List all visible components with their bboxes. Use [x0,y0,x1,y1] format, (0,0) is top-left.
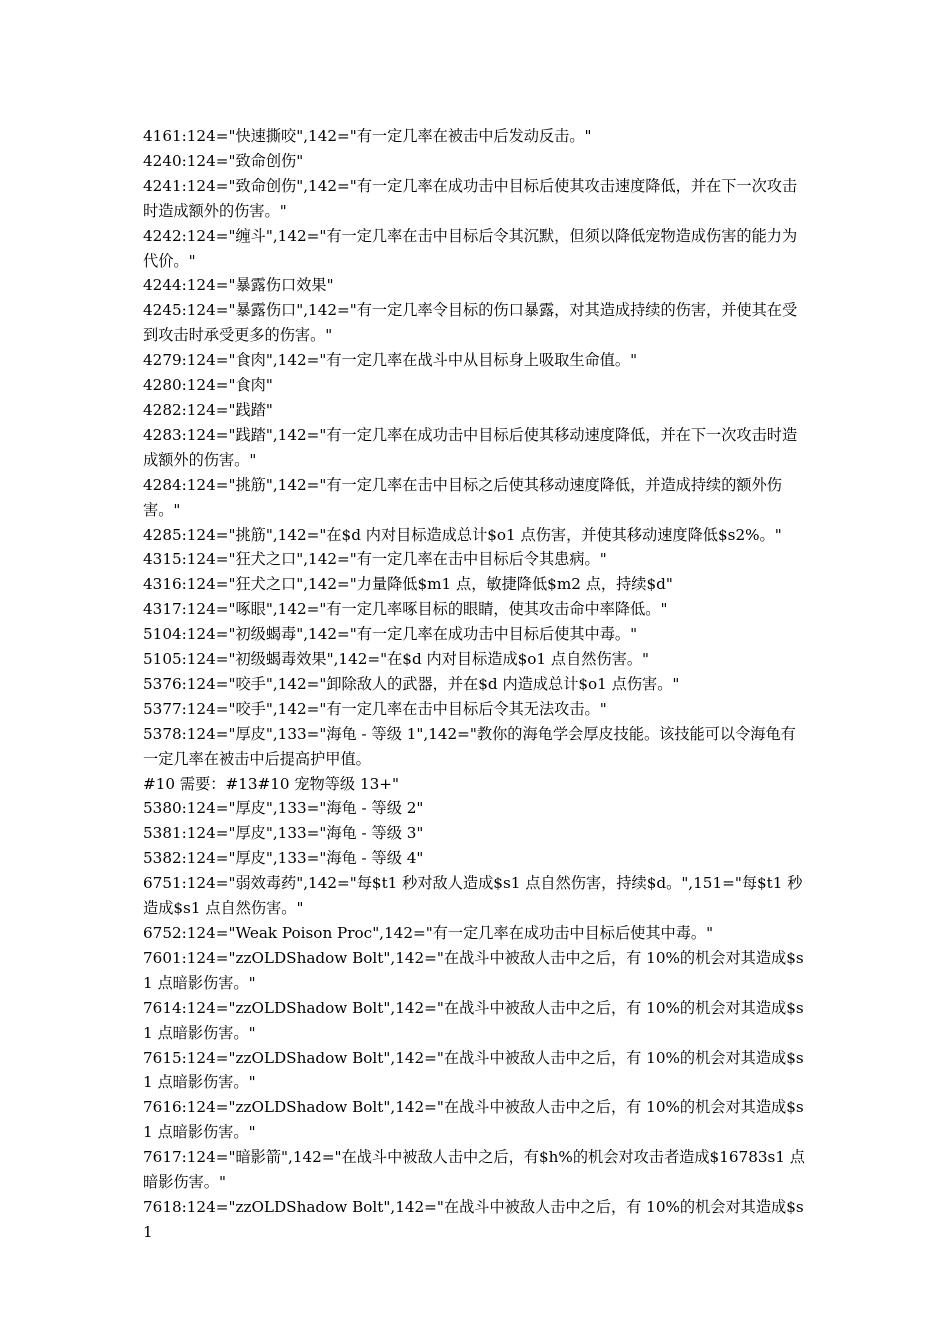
text-line: 4316:124="狂犬之口",142="力量降低$m1 点，敏捷降低$m2 点，持续$d" [143,575,673,594]
text-line: 5380:124="厚皮",133="海龟 - 等级 2" [143,799,424,818]
text-line: 5381:124="厚皮",133="海龟 - 等级 3" [143,824,424,843]
text-line: 4282:124="践踏" [143,400,273,419]
text-line: 4280:124="食肉" [143,376,273,395]
text-line: 5382:124="厚皮",133="海龟 - 等级 4" [143,849,424,868]
text-line: 7616:124="zzOLDShadow Bolt",142="在战斗中被敌人击中之后，有 10%的机会对其造成$s1 点暗影伤害。" [143,1098,804,1142]
text-line: 4242:124="缠斗",142="有一定几率在击中目标后令其沉默，但须以降低宠物造成伤害的能力为代价。" [143,226,798,270]
text-line: 5105:124="初级蝎毒效果",142="在$d 内对目标造成$o1 点自然伤害。" [143,650,650,669]
text-line: 5377:124="咬手",142="有一定几率在击中目标后令其无法攻击。" [143,699,607,718]
text-line: 4245:124="暴露伤口",142="有一定几率令目标的伤口暴露，对其造成持续的伤害，并使其在受到攻击时承受更多的伤害。" [143,301,798,345]
text-line: 7618:124="zzOLDShadow Bolt",142="在战斗中被敌人击中之后，有 10%的机会对其造成$s1 [143,1197,804,1241]
text-line: 4240:124="致命创伤" [143,151,304,170]
text-line: 4283:124="践踏",142="有一定几率在成功击中目标后使其移动速度降低，并在下一次攻击时造成额外的伤害。" [143,425,798,469]
text-line: 4161:124="快速撕咬",142="有一定几率在被击中后发动反击。" [143,127,592,145]
text-line: 6751:124="弱效毒药",142="每$t1 秒对敌人造成$s1 点自然伤害，持续$d。",151="每$t1 秒造成$s1 点自然伤害。" [143,874,803,918]
text-line: 4317:124="啄眼",142="有一定几率啄目标的眼睛，使其攻击命中率降低。" [143,600,668,619]
text-line: 4279:124="食肉",142="有一定几率在战斗中从目标身上吸取生命值。" [143,351,638,370]
text-line: 5378:124="厚皮",133="海龟 - 等级 1",142="教你的海龟学会厚皮技能。该技能可以令海龟有一定几率在被击中后提高护甲值。 [143,724,796,768]
document-body [143,124,809,1245]
text-line: 5104:124="初级蝎毒",142="有一定几率在成功击中目标后使其中毒。" [143,625,638,644]
text-line: 4244:124="暴露伤口效果" [143,276,334,295]
text-line: 4285:124="挑筋",142="在$d 内对目标造成总计$o1 点伤害，并使其移动速度降低$s2%。" [143,525,782,544]
text-line: 7601:124="zzOLDShadow Bolt",142="在战斗中被敌人击中之后，有 10%的机会对其造成$s1 点暗影伤害。" [143,948,804,992]
text-line: #10 需要：#13#10 宠物等级 13+" [143,774,399,793]
text-line: 7614:124="zzOLDShadow Bolt",142="在战斗中被敌人击中之后，有 10%的机会对其造成$s1 点暗影伤害。" [143,998,804,1042]
text-line: 4241:124="致命创伤",142="有一定几率在成功击中目标后使其攻击速度降低，并在下一次攻击时造成额外的伤害。" [143,176,798,220]
text-line: 5376:124="咬手",142="卸除敌人的武器，并在$d 内造成总计$o1 点伤害。" [143,674,680,693]
text-line: 7615:124="zzOLDShadow Bolt",142="在战斗中被敌人击中之后，有 10%的机会对其造成$s1 点暗影伤害。" [143,1048,804,1092]
text-line: 6752:124="Weak Poison Proc",142="有一定几率在成功击中目标后使其中毒。" [143,924,714,942]
text-line: 4284:124="挑筋",142="有一定几率在击中目标之后使其移动速度降低，并造成持续的额外伤害。" [143,475,782,519]
text-line: 7617:124="暗影箭",142="在战斗中被敌人击中之后，有$h%的机会对攻击者造成$16783s1 点暗影伤害。" [143,1148,805,1192]
text-line: 4315:124="狂犬之口",142="有一定几率在击中目标后令其患病。" [143,550,607,569]
